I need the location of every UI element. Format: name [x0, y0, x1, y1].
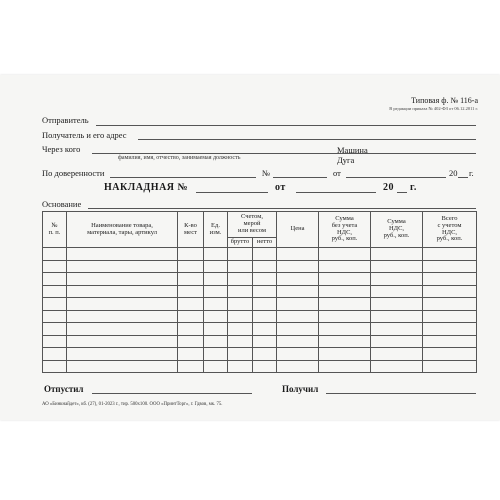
recipient-label: Получатель и его адрес: [42, 130, 127, 140]
table-cell[interactable]: [67, 273, 178, 286]
poa-year-line[interactable]: [458, 177, 468, 178]
table-cell[interactable]: [204, 285, 228, 298]
table-cell[interactable]: [204, 273, 228, 286]
table-cell[interactable]: [228, 348, 253, 361]
table-cell[interactable]: [204, 323, 228, 336]
table-row: [43, 285, 477, 298]
form-note-label: В редакции приказа № 402-ФЗ от 06.12.2011 г.: [389, 106, 478, 111]
table-cell[interactable]: [371, 335, 423, 348]
table-cell[interactable]: [423, 273, 477, 286]
table-cell[interactable]: [423, 298, 477, 311]
table-cell[interactable]: [423, 310, 477, 323]
received-signature-line[interactable]: [326, 393, 476, 394]
table-cell[interactable]: [228, 273, 253, 286]
power-of-attorney-line[interactable]: [110, 177, 256, 178]
table-cell[interactable]: [371, 260, 423, 273]
table-cell[interactable]: [178, 310, 204, 323]
table-cell[interactable]: [67, 285, 178, 298]
table-cell[interactable]: [67, 260, 178, 273]
table-cell[interactable]: [178, 285, 204, 298]
table-cell[interactable]: [67, 360, 178, 373]
released-signature-line[interactable]: [92, 393, 252, 394]
table-cell[interactable]: [277, 260, 319, 273]
table-cell[interactable]: [43, 360, 67, 373]
table-row: [43, 323, 477, 336]
col-header-price: Цена: [277, 212, 319, 248]
table-cell[interactable]: [228, 360, 253, 373]
goods-table: [42, 211, 477, 373]
basis-line[interactable]: [88, 208, 476, 209]
table-cell[interactable]: [423, 323, 477, 336]
basis-label: Основание: [42, 199, 82, 209]
table-cell[interactable]: [277, 323, 319, 336]
table-cell[interactable]: [204, 260, 228, 273]
table-cell[interactable]: [67, 248, 178, 261]
table-cell[interactable]: [423, 360, 477, 373]
table-cell[interactable]: [277, 248, 319, 261]
table-cell[interactable]: [371, 298, 423, 311]
table-cell[interactable]: [371, 360, 423, 373]
table-cell[interactable]: [43, 298, 67, 311]
col-header-net: нетто: [253, 238, 277, 248]
table-cell[interactable]: [228, 323, 253, 336]
table-cell[interactable]: [43, 310, 67, 323]
invoice-from-label: от: [275, 182, 286, 193]
table-row: [43, 298, 477, 311]
through-whom-label: Через кого: [42, 144, 81, 154]
table-cell[interactable]: [178, 298, 204, 311]
col-header-sum-no-vat: Сумма без учета НДС, руб., коп.: [319, 212, 371, 248]
table-cell[interactable]: [43, 323, 67, 336]
table-cell[interactable]: [277, 348, 319, 361]
table-cell[interactable]: [43, 348, 67, 361]
table-cell[interactable]: [204, 248, 228, 261]
invoice-form: [0, 75, 500, 420]
table-cell[interactable]: [67, 335, 178, 348]
table-cell[interactable]: [204, 348, 228, 361]
vehicle-label: Машина: [337, 145, 368, 155]
table-cell[interactable]: [204, 310, 228, 323]
table-cell[interactable]: [277, 298, 319, 311]
invoice-year-prefix: 20: [383, 182, 394, 193]
table-cell[interactable]: [319, 360, 371, 373]
table-cell[interactable]: [423, 285, 477, 298]
table-cell[interactable]: [178, 360, 204, 373]
table-row: [43, 348, 477, 361]
table-cell[interactable]: [43, 335, 67, 348]
table-cell[interactable]: [319, 298, 371, 311]
table-cell[interactable]: [178, 248, 204, 261]
table-cell[interactable]: [319, 335, 371, 348]
released-label: Отпустил: [44, 384, 84, 394]
sender-line[interactable]: [96, 125, 476, 126]
table-cell[interactable]: [43, 285, 67, 298]
table-cell[interactable]: [253, 348, 277, 361]
table-cell[interactable]: [319, 260, 371, 273]
table-cell[interactable]: [319, 323, 371, 336]
invoice-year-line[interactable]: [397, 192, 407, 193]
table-row: [43, 273, 477, 286]
table-cell[interactable]: [319, 310, 371, 323]
table-cell[interactable]: [228, 285, 253, 298]
table-row: [43, 360, 477, 373]
table-cell[interactable]: [371, 285, 423, 298]
table-cell[interactable]: [371, 323, 423, 336]
invoice-number-line[interactable]: [196, 192, 268, 193]
table-cell[interactable]: [423, 335, 477, 348]
table-cell[interactable]: [371, 248, 423, 261]
power-of-attorney-label: По доверенности: [42, 168, 105, 178]
invoice-year-suffix: г.: [410, 182, 417, 193]
col-header-unit: Ед. изм.: [204, 212, 228, 248]
table-row: [43, 248, 477, 261]
table-cell[interactable]: [67, 310, 178, 323]
table-row: [43, 260, 477, 273]
invoice-date-line[interactable]: [296, 192, 376, 193]
sender-label: Отправитель: [42, 115, 89, 125]
table-cell[interactable]: [228, 335, 253, 348]
table-cell[interactable]: [204, 360, 228, 373]
table-cell[interactable]: [43, 273, 67, 286]
table-cell[interactable]: [204, 298, 228, 311]
table-cell[interactable]: [253, 248, 277, 261]
table-cell[interactable]: [319, 285, 371, 298]
col-header-gross: брутто: [228, 238, 253, 248]
table-cell[interactable]: [371, 273, 423, 286]
table-cell[interactable]: [253, 323, 277, 336]
table-cell[interactable]: [319, 273, 371, 286]
col-header-name: Наименование товара, материала, тары, артикул: [67, 212, 178, 248]
table-cell[interactable]: [253, 273, 277, 286]
table-cell[interactable]: [319, 248, 371, 261]
col-header-total: Всего с учетом НДС, руб., коп.: [423, 212, 477, 248]
table-cell[interactable]: [228, 260, 253, 273]
table-cell[interactable]: [43, 248, 67, 261]
table-cell[interactable]: [423, 248, 477, 261]
table-row: [43, 310, 477, 323]
table-cell[interactable]: [277, 310, 319, 323]
table-cell[interactable]: [253, 360, 277, 373]
col-header-vat: Сумма НДС, руб., коп.: [371, 212, 423, 248]
table-row: [43, 335, 477, 348]
form-type-label: Типовая ф. № 116-а: [411, 96, 478, 105]
table-cell[interactable]: [253, 285, 277, 298]
col-header-measure: Счетом, мерой или весом: [228, 212, 277, 238]
col-header-places: К-во мест: [178, 212, 204, 248]
table-cell[interactable]: [253, 310, 277, 323]
recipient-line[interactable]: [138, 139, 476, 140]
table-cell[interactable]: [277, 273, 319, 286]
table-cell[interactable]: [67, 298, 178, 311]
table-cell[interactable]: [277, 335, 319, 348]
table-cell[interactable]: [67, 323, 178, 336]
table-cell[interactable]: [228, 298, 253, 311]
through-whom-hint: фамилия, имя, отчество, занимаемая должность: [118, 155, 241, 161]
col-header-num: № п. п.: [43, 212, 67, 248]
table-cell[interactable]: [319, 348, 371, 361]
table-cell[interactable]: [178, 273, 204, 286]
table-cell[interactable]: [178, 323, 204, 336]
table-cell[interactable]: [423, 348, 477, 361]
table-cell[interactable]: [228, 248, 253, 261]
table-cell[interactable]: [178, 348, 204, 361]
poa-year-prefix: 20: [449, 168, 458, 178]
table-cell[interactable]: [423, 260, 477, 273]
poa-year-suffix: г.: [469, 168, 474, 178]
table-cell[interactable]: [178, 335, 204, 348]
table-cell[interactable]: [228, 310, 253, 323]
received-label: Получил: [282, 384, 319, 394]
printer-imprint: АО «Бинкнайдет», кб. (27), 01-2023 г., тир. 500х100. ООО «ПринтТорг», г. Гдвов, мк. 75.: [42, 402, 223, 407]
table-cell[interactable]: [204, 335, 228, 348]
table-cell[interactable]: [277, 360, 319, 373]
table-cell[interactable]: [178, 260, 204, 273]
poa-date-line[interactable]: [346, 177, 446, 178]
invoice-title: НАКЛАДНАЯ №: [104, 182, 189, 193]
through-whom-line[interactable]: [92, 153, 476, 154]
table-cell[interactable]: [253, 335, 277, 348]
arc-label: Дуга: [337, 155, 355, 165]
table-cell[interactable]: [277, 285, 319, 298]
poa-number-sign: №: [262, 168, 271, 178]
table-cell[interactable]: [253, 260, 277, 273]
table-cell[interactable]: [43, 260, 67, 273]
poa-from-label: от: [333, 168, 341, 178]
poa-number-line[interactable]: [273, 177, 327, 178]
table-cell[interactable]: [371, 348, 423, 361]
table-cell[interactable]: [371, 310, 423, 323]
table-cell[interactable]: [67, 348, 178, 361]
table-cell[interactable]: [253, 298, 277, 311]
